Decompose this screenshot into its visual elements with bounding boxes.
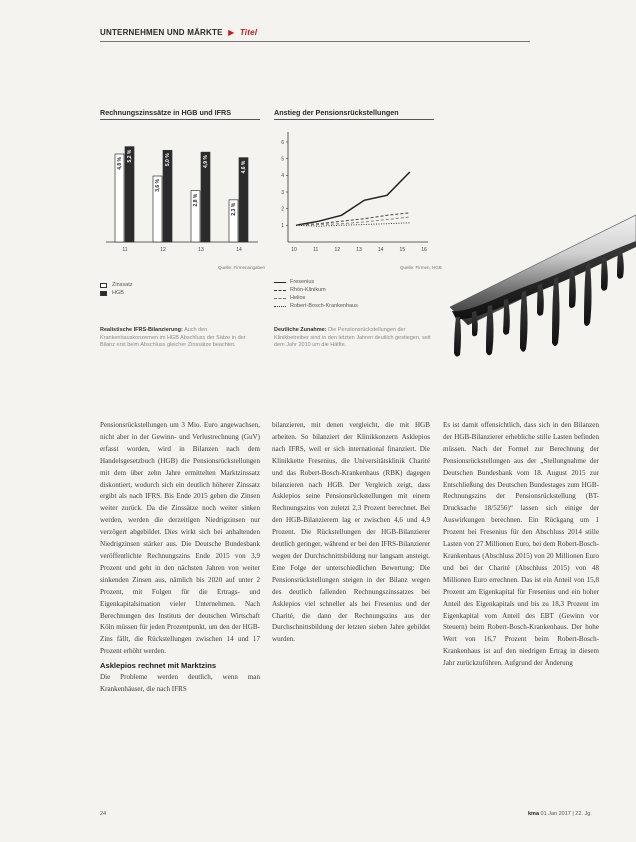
legend-item-helios bbox=[274, 294, 358, 302]
legend-item-hgb bbox=[100, 289, 132, 297]
legend-label: Rhön-Klinikum bbox=[290, 287, 326, 293]
article-column-2 bbox=[272, 420, 430, 646]
article-subheading: Asklepios rechnet mit Marktzins bbox=[100, 661, 217, 671]
article-paragraph: Pensionsrückstellungen um 3 Mio. Euro angewachsen, nicht aber in der Gewinn- und Verlustrechnung (GuV) erfasst worden, wird in Bilanzen nach dem Handelsgesetzbuch (HGB) die Pensionsrückstellungen mit dem über zehn Jahre ermittelten Marktzinssatz diskontiert, wodurch sich ein deutlich höherer Zinssatz ergibt als nach IFRS. Bis Ende 2015 gehen die Zinsen weiter zurück. Da die Zinssätze noch weiter sinken werden, werden die derzeitigen Niedrigzinsen nur verzögert abgebildet. Dies wirkt sich bei anhaltenden Niedrigzinsen stärker aus. Die Deutsche Bundesbank veröffentlichte Rechnungszins Ende 2015 von 3,9 Prozent und geht in den nächsten Jahren von weiter sinkenden Zinsen aus, nämlich bis 2020 auf unter 2 Prozent, mit Folgen für die Ertrags- und Eigenkapitalsituation vieler Unternehmen. Nach Berechnungen des Instituts der deutschen Wirtschaft Köln müssen für jeden Prozentpunkt, um den der HGB-Zins fällt, die Rückstellungen zwischen 14 und 17 Prozent erhöht werden. bbox=[100, 421, 260, 656]
article-column-1 bbox=[100, 420, 260, 696]
legend-item-zinssatz bbox=[100, 281, 132, 289]
caption-lead: Realistische IFRS-Bilanzierung: bbox=[100, 327, 183, 333]
chart2-title: Anstieg der Pensionsrückstellungen bbox=[274, 108, 399, 117]
y-tick-label: 6 bbox=[281, 139, 284, 146]
article-paragraph: Es ist damit offensichtlich, dass sich in den Bilanzen der HGB-Bilanzierer erhebliche stille Lasten befinden müssen. Nach der Formel zur Berechnung der Pensionsrückstellungen aus der „Stellungnahme der Deutschen Bundesbank vom 18. August 2015 zur Entschließung des Deutschen Bundestages zum HGB-Rechnungszins der Pensionsrückstellung (BT-Drucksache 18/5256)“ lassen sich einige der Auswirkungen berechnen. Ein Rückgang um 1 Prozent bei Fresenius für den Abschluss 2014 stille Lasten von 27 Millionen Euro, bei dem Robert-Bosch-Krankenhaus (Abschluss 2015) von 20 Millionen Euro und bei der Charité (Abschluss 2015) von 48 Millionen Euro errechnen. Das ist ein Anteil von 15,8 Prozent am Eigenkapital für Fresenius und ein hoher Anteil des Eigenkapitals und bis zu 18,3 Prozent im Eigenkapital vom Anteil des EBT (Gewinn vor Steuern) beim Robert-Bosch-Krankenhaus. Der hohe Wert von 16,7 Prozent beim Robert-Bosch-Krankenhaus ist auf den niedrigen Ertrag in diesem Jahr zurückzuführen. Aufgrund der Änderung bbox=[443, 421, 599, 668]
legend-swatch bbox=[274, 290, 286, 291]
bar-value-label: 3,6 % bbox=[155, 179, 162, 192]
y-tick-label: 1 bbox=[281, 223, 284, 230]
y-tick-label: 3 bbox=[281, 189, 284, 196]
bar-value-label: 2,3 % bbox=[231, 202, 238, 216]
chart2-source: Quelle: Firmen, HGB bbox=[400, 265, 442, 270]
bar-value-label: 5,2 % bbox=[127, 149, 134, 163]
dripping-bar-illustration bbox=[440, 195, 636, 385]
legend-item-fresenius bbox=[274, 278, 358, 286]
x-tick-label: 14 bbox=[377, 247, 384, 253]
article-paragraph: Die Probleme werden deutlich, wenn man Krankenhäuser, die nach IFRS bbox=[100, 673, 260, 693]
bar-value-label: 2,8 % bbox=[193, 193, 200, 207]
chart2-legend bbox=[274, 278, 358, 310]
x-tick-label: 16 bbox=[421, 247, 427, 253]
page-number: 24 bbox=[100, 811, 107, 817]
legend-label: Robert-Bosch-Krankenhaus bbox=[290, 303, 358, 309]
legend-swatch bbox=[274, 298, 286, 299]
article-column-3 bbox=[443, 420, 599, 670]
chart1-legend bbox=[100, 281, 132, 297]
magazine-footer bbox=[528, 811, 592, 817]
bar-value-label: 4,8 % bbox=[117, 157, 124, 170]
x-tick-label: 13 bbox=[198, 247, 204, 253]
legend-swatch bbox=[100, 283, 107, 288]
x-tick-label: 15 bbox=[399, 247, 406, 253]
x-tick-label: 12 bbox=[160, 247, 166, 253]
x-tick-label: 13 bbox=[356, 247, 362, 253]
bar-value-label: 4,9 % bbox=[203, 155, 210, 168]
x-tick-label: 10 bbox=[291, 247, 297, 253]
legend-swatch bbox=[274, 282, 286, 283]
legend-label: Zinssatz bbox=[112, 282, 133, 288]
y-tick-label: 5 bbox=[281, 156, 284, 163]
legend-item-rhoen bbox=[274, 286, 358, 294]
legend-item-rbk bbox=[274, 302, 358, 310]
section-sublabel: Titel bbox=[239, 28, 258, 37]
y-tick-label: 4 bbox=[281, 173, 284, 180]
x-tick-label: 11 bbox=[313, 247, 319, 253]
chart1-title: Rechnungszinssätze in HGB und IFRS bbox=[100, 108, 231, 117]
magazine-name: kma bbox=[528, 811, 540, 817]
section-label: UNTERNEHMEN UND MÄRKTE bbox=[100, 28, 223, 37]
line-chart-pensionsrueckstellungen bbox=[268, 124, 438, 269]
chart2-caption bbox=[274, 327, 436, 350]
line-series-fresenius bbox=[296, 172, 410, 225]
x-tick-label: 14 bbox=[236, 247, 242, 253]
header-rule bbox=[100, 41, 530, 42]
legend-label: Helios bbox=[290, 295, 306, 301]
legend-swatch bbox=[274, 306, 286, 307]
caption-text: Auch den Krankenhauskonzernen im HGB Abschluss der Sätze in der Bilanz erst beim Abschluss gleicher Zinssätze beachtet. bbox=[100, 327, 246, 349]
issue-info: 01 Jan 2017 | 22. Jg. bbox=[540, 811, 592, 817]
chart1-title-rule bbox=[100, 119, 260, 120]
legend-label: Fresenius bbox=[290, 279, 315, 285]
legend-swatch bbox=[100, 291, 107, 296]
section-header bbox=[100, 28, 257, 37]
arrow-icon: ▶ bbox=[228, 28, 235, 37]
article-paragraph: bilanzieren, mit denen vergleicht, die mit HGB arbeiten. So bilanziert der Klinikkonzern Asklepios nach IFRS, weil er sich international finanziert. Die Klinikkette Fresenius, die Universitätsklinik Charité und das Robert-Bosch-Krankenhaus (RBK) dagegen bilanzieren nach HGB. Der Vergleich zeigt, dass Asklepios seine Pensionsrückstellungen mit einem Rechnungszins von zuletzt 2,3 Prozent berechnet. Bei den HGB-Bilanzierern lag er zwischen 4,6 und 4,9 Prozent. Die Rückstellungen der HGB-Bilanzierer deutlich geringer, während er bei den IFRS-Bilanzierer wegen der Durchschnittsbildung nur langsam ansteigt. Eine Folge der unterschiedlichen Bewertung: Die Pensionsrückstellungen steigen in der Bilanz wegen des deutlich fallenden Rechnungszinssatzes bei Asklepios viel schneller als bei Fresenius und der Charité, die dann der Rechnungszins aus der Durchschnittsbildung der letzten sieben Jahre gebildet wurden. bbox=[272, 421, 430, 644]
bar-value-label: 5,0 % bbox=[165, 153, 172, 167]
bar-value-label: 4,6 % bbox=[241, 160, 248, 174]
x-tick-label: 11 bbox=[122, 247, 128, 253]
caption-text: Die Pensionsrückstellungen der Klinikbetreiber sind in den letzten Jahren deutlich gestiegen, seit dem Jahr 2010 um die Hälfte. bbox=[274, 327, 431, 349]
caption-lead: Deutliche Zunahme: bbox=[274, 327, 327, 333]
chart1-caption bbox=[100, 327, 262, 350]
bar-chart-rechnungszins bbox=[100, 124, 265, 269]
chart2-title-rule bbox=[274, 119, 434, 120]
y-tick-label: 2 bbox=[281, 206, 284, 213]
x-tick-label: 12 bbox=[334, 247, 341, 253]
chart1-source: Quelle: Firmenangaben bbox=[218, 265, 266, 270]
legend-label: HGB bbox=[112, 290, 124, 296]
